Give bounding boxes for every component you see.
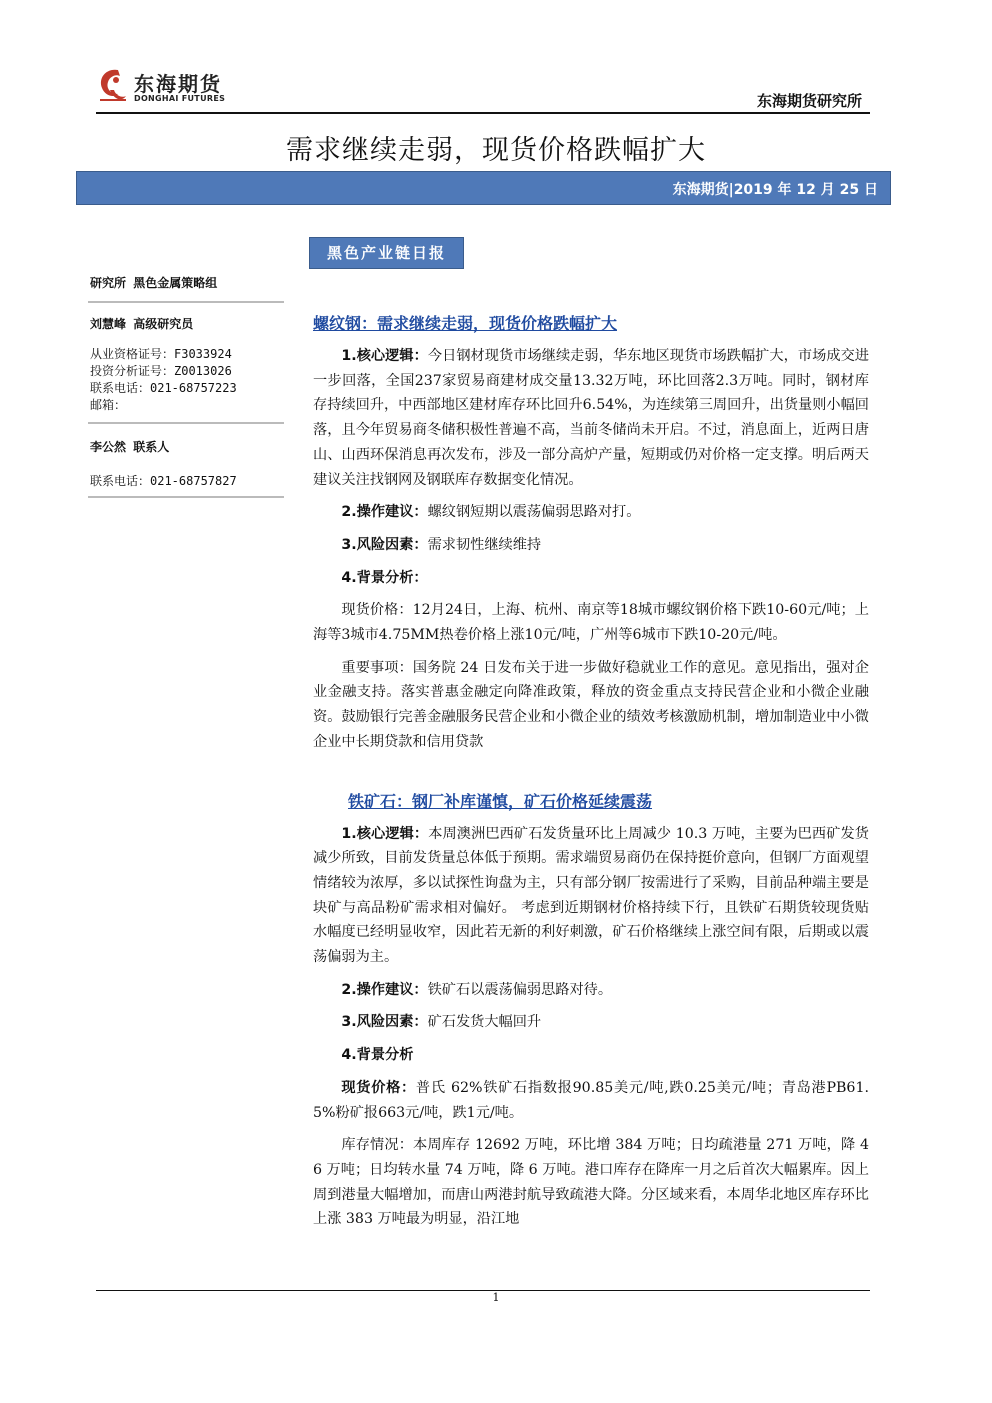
iron-background-heading — [313, 1043, 869, 1068]
logo-chinese-name: 东海期货 — [134, 72, 222, 96]
iron-background-label: 4.背景分析 — [341, 1047, 414, 1064]
rebar-background-heading — [313, 566, 869, 591]
report-type-tag: 黑色产业链日报 — [309, 237, 464, 269]
main-content — [313, 311, 869, 1232]
rebar-operation-advice-label: 2.操作建议： — [341, 504, 428, 521]
analyst-sidebar — [88, 268, 284, 498]
rebar-important-events: 重要事项：国务院 24 日发布关于进一步做好稳就业工作的意见。意见指出，强对企业金融支持。落实普惠金融定向降准政策，释放的资金重点支持民营企业和小微企业融资。鼓励银行完善金融服务民营企业和小微企业的绩效考核激励机制，增加制造业中小微企业中长期贷款和信用贷款 — [313, 659, 869, 750]
iron-operation-advice-label: 2.操作建议： — [341, 981, 428, 998]
rebar-operation-advice — [313, 500, 869, 525]
iron-core-logic-label: 1.核心逻辑： — [341, 825, 429, 842]
rebar-operation-advice-text: 螺纹钢短期以震荡偏弱思路对打。 — [427, 504, 641, 521]
rebar-risk-factors-text: 需求韧性继续维持 — [427, 536, 542, 553]
iron-inventory: 库存情况：本周库存 12692 万吨，环比增 384 万吨；日均疏港量 271 万吨，降 46 万吨；日均转水量 74 万吨，降 6 万吨。港口库存在降库一月之后首次大幅累库。因上周到港量大幅增加，而唐山两港封航导致疏港大降。分区域来看，本周华北地区库存环比上涨 383 万吨最为明显，沿江地 — [313, 1137, 869, 1228]
contact-phone: 联系电话：021-68757827 — [90, 474, 237, 488]
page-title: 需求继续走弱，现货价格跌幅扩大 — [286, 135, 706, 166]
iron-spot-price — [313, 1076, 869, 1125]
rebar-background-label: 4.背景分析： — [341, 569, 428, 586]
iron-operation-advice — [313, 978, 869, 1003]
iron-spot-price-text: 普氏 62%铁矿石指数报90.85美元/吨,跌0.25美元/吨；青岛港PB61.5%粉矿报663元/吨，跌1元/吨。 — [313, 1079, 869, 1121]
qualification-number: 从业资格证号：F3033924 — [90, 347, 232, 361]
date-band-text: 东海期货|2019 年 12 月 25 日 — [672, 182, 878, 198]
department: 研究所 黑色金属策略组 — [90, 276, 218, 290]
contact-name: 李公然 联系人 — [90, 440, 170, 454]
iron-risk-factors-label: 3.风险因素： — [341, 1014, 428, 1031]
iron-risk-factors — [313, 1010, 869, 1035]
rebar-risk-factors — [313, 533, 869, 558]
iron-spot-price-label: 现货价格： — [341, 1079, 416, 1096]
investment-analysis-number: 投资分析证号：Z0013026 — [90, 364, 232, 378]
iron-core-logic-text: 本周澳洲巴西矿石发货量环比上周减少 10.3 万吨，主要为巴西矿发货减少所致，目前发货量总体低于预期。需求端贸易商仍在保持挺价意向，但钢厂方面观望情绪较为浓厚，多以试探性询盘为主，只有部分钢厂按需进行了采购，目前品种端主要是块矿与高品粉矿需求相对偏好。 考虑到近期钢材价格持续下行，且铁矿石期货较现货贴水幅度已经明显收窄，因此若无新的利好刺激，矿石价格继续上涨空间有限，后期或以震荡偏弱为主。 — [313, 825, 869, 966]
rebar-core-logic-text: 今日钢材现货市场继续走弱，华东地区现货市场跌幅扩大，市场成交进一步回落，全国237家贸易商建材成交量13.32万吨，环比回落2.3万吨。同时，钢材库存持续回升，中西部地区建材库存环比回升6.54%，为连续第三周回升，出货量则小幅回落，且今年贸易商冬储积极性普遍不高，当前冬储尚未开启。不过，消息面上，近两日唐山、山西环保消息再次发布，涉及一部分高炉产量，短期或仍对价格一定支撑。明后两天建议关注找钢网及钢联库存数据变化情况。 — [313, 348, 869, 488]
institute-name: 东海期货研究所 — [756, 92, 862, 110]
analyst-name: 刘慧峰 高级研究员 — [90, 317, 194, 331]
dragon-logo-icon — [96, 66, 130, 106]
analyst-email: 邮箱： — [90, 398, 127, 412]
iron-risk-factors-text: 矿石发货大幅回升 — [427, 1014, 542, 1031]
rebar-core-logic-label: 1.核心逻辑： — [341, 348, 428, 364]
iron-ore-section-title[interactable]: 铁矿石：钢厂补库谨慎，矿石价格延续震荡 — [348, 791, 653, 811]
analyst-phone: 联系电话：021-68757223 — [90, 381, 237, 395]
date-band — [76, 171, 891, 205]
rebar-core-logic — [313, 344, 869, 492]
donghai-logo — [96, 66, 226, 110]
rebar-spot-price: 现货价格：12月24日，上海、杭州、南京等18城市螺纹钢价格下跌10-60元/吨；上海等3城市4.75MM热卷价格上涨10元/吨，广州等6城市下跌10-20元/吨。 — [313, 602, 869, 644]
logo-english-name: DONGHAI FUTURES — [134, 94, 226, 103]
iron-core-logic — [313, 822, 869, 970]
rebar-section-title[interactable]: 螺纹钢：需求继续走弱，现货价格跌幅扩大 — [313, 314, 618, 333]
rebar-risk-factors-label: 3.风险因素： — [341, 536, 428, 553]
sidebar-divider — [88, 496, 284, 498]
page-number: 1 — [492, 1291, 500, 1304]
iron-operation-advice-text: 铁矿石以震荡偏弱思路对待。 — [427, 981, 613, 998]
header-rule — [96, 112, 870, 114]
